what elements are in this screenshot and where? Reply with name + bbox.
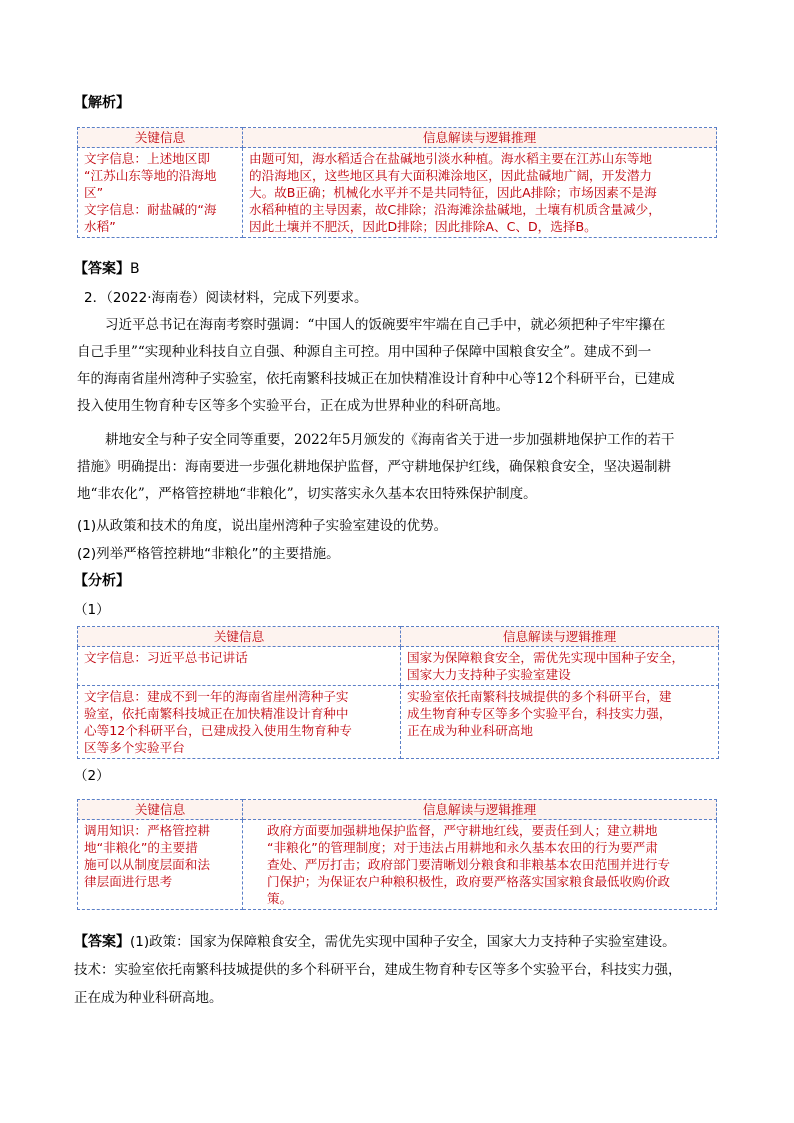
material-paragraph-1: 习近平总书记在海南考察时强调：“中国人的饭碗要牢牢端在自己手中，就必须把种子牢牢攥在 自己手里”“实现种业科技自立自强、种源自主可控。用中国种子保障中国粮食安全”。建成不到一 年的海南省崖州湾种子实验室，依托南繁科技城正在加快精准设计育种中心等12个科研平台，已建成 投入使用生物育种专区等多个实验平台，正在成为世界种业的科研高地。 (77, 317, 675, 414)
reasoning-cell: 国家为保障粮食安全，需优先实现中国种子安全， 国家大力支持种子实验室建设 (401, 647, 719, 686)
key-info-cell: 调用知识：严格管控耕 地“非粮化”的主要措 施可以从制度层面和法 律层面进行思考 (78, 820, 243, 910)
col-header-reasoning: 信息解读与逻辑推理 (401, 627, 719, 647)
analysis-heading: 【解析】 (74, 95, 130, 111)
part-1-label: （1） (74, 602, 110, 618)
sub-question-2: (2)列举严格管控耕地“非粮化”的主要措施。 (77, 546, 340, 562)
col-header-reasoning: 信息解读与逻辑推理 (243, 800, 717, 820)
part-2-label: （2） (74, 768, 110, 784)
final-answer: 【答案】(1)政策：国家为保障粮食安全，需优先实现中国种子安全，国家大力支持种子实验室建设。 技术：实验室依托南繁科技城提供的多个科研平台，建成生物育种专区等多个实验平台，科技实力强， 正在成为种业科研高地。 (74, 934, 682, 1006)
material-paragraph-2: 耕地安全与种子安全同等重要，2022年5月颁发的《海南省关于进一步加强耕地保护工作的若干 措施》明确提出：海南要进一步强化耕地保护监督，严守耕地保护红线，确保粮食安全，坚决遏制耕 地“非农化”，严格管控耕地“非粮化”，切实落实永久基本农田特殊保护制度。 (77, 432, 675, 502)
reasoning-cell: 实验室依托南繁科技城提供的多个科研平台，建 成生物育种专区等多个实验平台，科技实力强， 正在成为种业科研高地 (401, 686, 719, 759)
analysis-label: 【分析】 (74, 573, 130, 589)
reasoning-cell: 政府方面要加强耕地保护监督，严守耕地红线，要责任到人；建立耕地 “非粮化”的管理制度；对于违法占用耕地和永久基本农田的行为要严肃 查处、严厉打击；政府部门要清晰划分粮食和非粮基本农田范围并进行专 门保护；为保证农户种粮积极性，政府要严格落实国家粮食最低收购价政 策。 (243, 820, 717, 910)
analysis-table-2 (77, 626, 719, 759)
col-header-key-info: 关键信息 (78, 800, 243, 820)
reasoning-cell: 由题可知，海水稻适合在盐碱地引淡水种植。海水稻主要在江苏山东等地 的沿海地区，这些地区具有大面积滩涂地区，因此盐碱地广阔，开发潜力 大。故B正确；机械化水平并不是共同特征，因此A排除；市场因素不是海 水稻种植的主导因素，故C排除；沿海滩涂盐碱地，土壤有机质含量减少， 因此土壤并不肥沃，因此D排除；因此排除A、C、D，选择B。 (243, 148, 717, 238)
analysis-table-3 (77, 799, 717, 910)
col-header-key-info: 关键信息 (78, 128, 243, 148)
analysis-table-1 (77, 127, 717, 238)
col-header-key-info: 关键信息 (78, 627, 401, 647)
key-info-cell: 文字信息：上述地区即 “江苏山东等地的沿海地 区” 文字信息：耐盐碱的“海 水稻” (78, 148, 243, 238)
key-info-cell: 文字信息：习近平总书记讲话 (78, 647, 401, 686)
key-info-cell: 文字信息：建成不到一年的海南省崖州湾种子实 验室，依托南繁科技城正在加快精准设计育种中 心等12个科研平台，已建成投入使用生物育种专 区等多个实验平台 (78, 686, 401, 759)
col-header-reasoning: 信息解读与逻辑推理 (243, 128, 717, 148)
answer-line-1: 【答案】B (74, 261, 140, 277)
sub-question-1: (1)从政策和技术的角度，说出崖州湾种子实验室建设的优势。 (77, 518, 448, 534)
question-2-stem: 2．（2022·海南卷）阅读材料，完成下列要求。 (84, 290, 368, 306)
answer-label: 【答案】 (74, 934, 130, 950)
